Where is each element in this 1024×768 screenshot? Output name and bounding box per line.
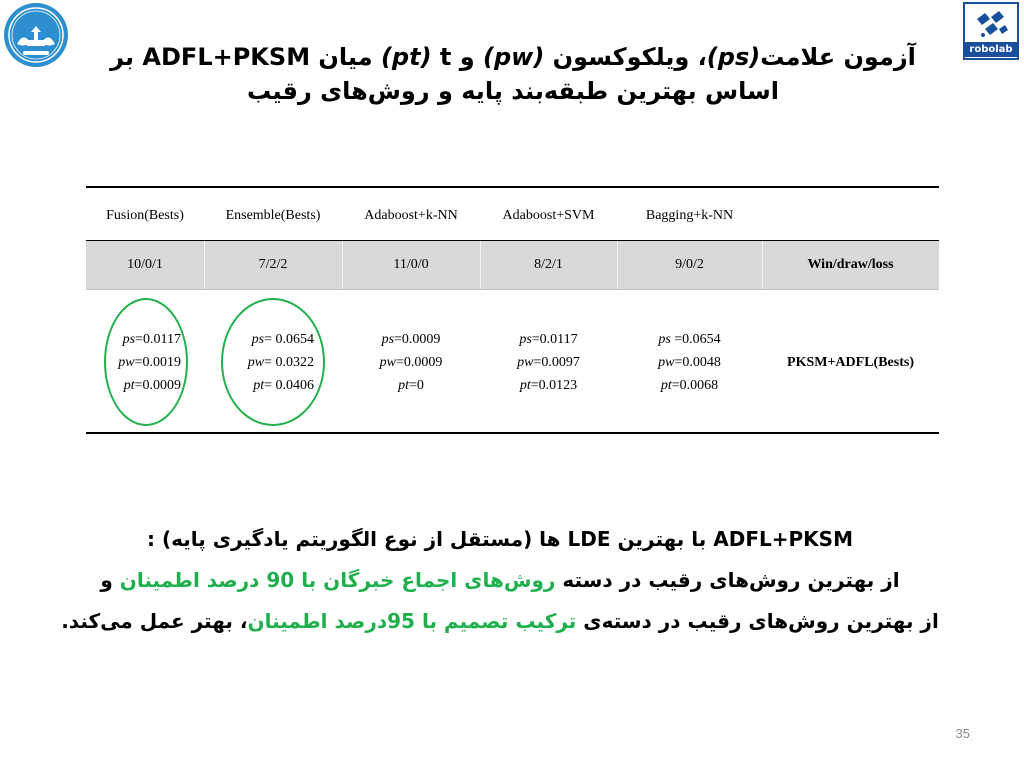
slide-title — [80, 40, 946, 108]
page-number: 35 — [955, 726, 970, 741]
table-top-border — [86, 186, 939, 188]
header-adaboost-knn: Adaboost+k-NN — [364, 208, 458, 223]
header-fusion: Fusion(Bests) — [106, 208, 184, 223]
title-line-2: اساس بهترین طبقه‌بند پایه و روش‌های رقیب — [247, 77, 779, 105]
pvalues-bagging-knn: ps =0.0654 pw=0.0048 pt=0.0068 — [658, 332, 721, 393]
pvalues-fusion: ps=0.0117 pw=0.0019 pt=0.0009 — [118, 332, 181, 393]
pvalues-adaboost-svm: ps=0.0117 pw=0.0097 pt=0.0123 — [517, 332, 580, 393]
wdl-bagging-knn: 9/0/2 — [675, 257, 704, 272]
wdl-fusion: 10/0/1 — [127, 257, 163, 272]
summary-line-1: ADFL+PKSM با بهترین LDE ها (مستقل از نوع الگوریتم یادگیری پایه) : — [147, 527, 853, 551]
table-bottom-border — [86, 432, 939, 434]
header-bagging-knn: Bagging+k-NN — [645, 208, 734, 223]
robolab-wordmark: robolab — [965, 42, 1017, 57]
row-divider — [86, 289, 939, 290]
summary-line-2: از بهترین روش‌های رقیب در دسته روش‌های اجماع خبرگان با 90 درصد اطمینان و — [100, 568, 900, 592]
wdl-adaboost-knn: 11/0/0 — [393, 257, 429, 272]
header-adaboost-svm: Adaboost+SVM — [502, 208, 595, 223]
title-line-1: آزمون علامت(ps)، ویلکوکسون (pw) و t (pt) میان ADFL+PKSM بر — [110, 43, 916, 71]
pvalues-ensemble: ps= 0.0654 pw= 0.0322 pt= 0.0406 — [247, 332, 314, 393]
results-table — [86, 186, 939, 434]
highlight-circle-ensemble — [221, 298, 325, 426]
pvalues-row-label: PKSM+ADFL(Bests) — [787, 355, 914, 370]
pvalues-adaboost-knn: ps=0.0009 pw=0.0009 pt=0 — [379, 332, 443, 393]
wdl-row-label: Win/draw/loss — [807, 257, 894, 272]
robolab-logo — [963, 2, 1019, 60]
wdl-adaboost-svm: 8/2/1 — [534, 257, 563, 272]
university-logo — [3, 2, 69, 68]
highlight-circle-fusion — [104, 298, 188, 426]
wdl-ensemble: 7/2/2 — [258, 257, 288, 272]
summary-line-3: از بهترین روش‌های رقیب در دسته‌ی ترکیب تصمیم با 95درصد اطمینان، بهتر عمل می‌کند. — [61, 609, 939, 633]
header-ensemble: Ensemble(Bests) — [225, 208, 321, 223]
